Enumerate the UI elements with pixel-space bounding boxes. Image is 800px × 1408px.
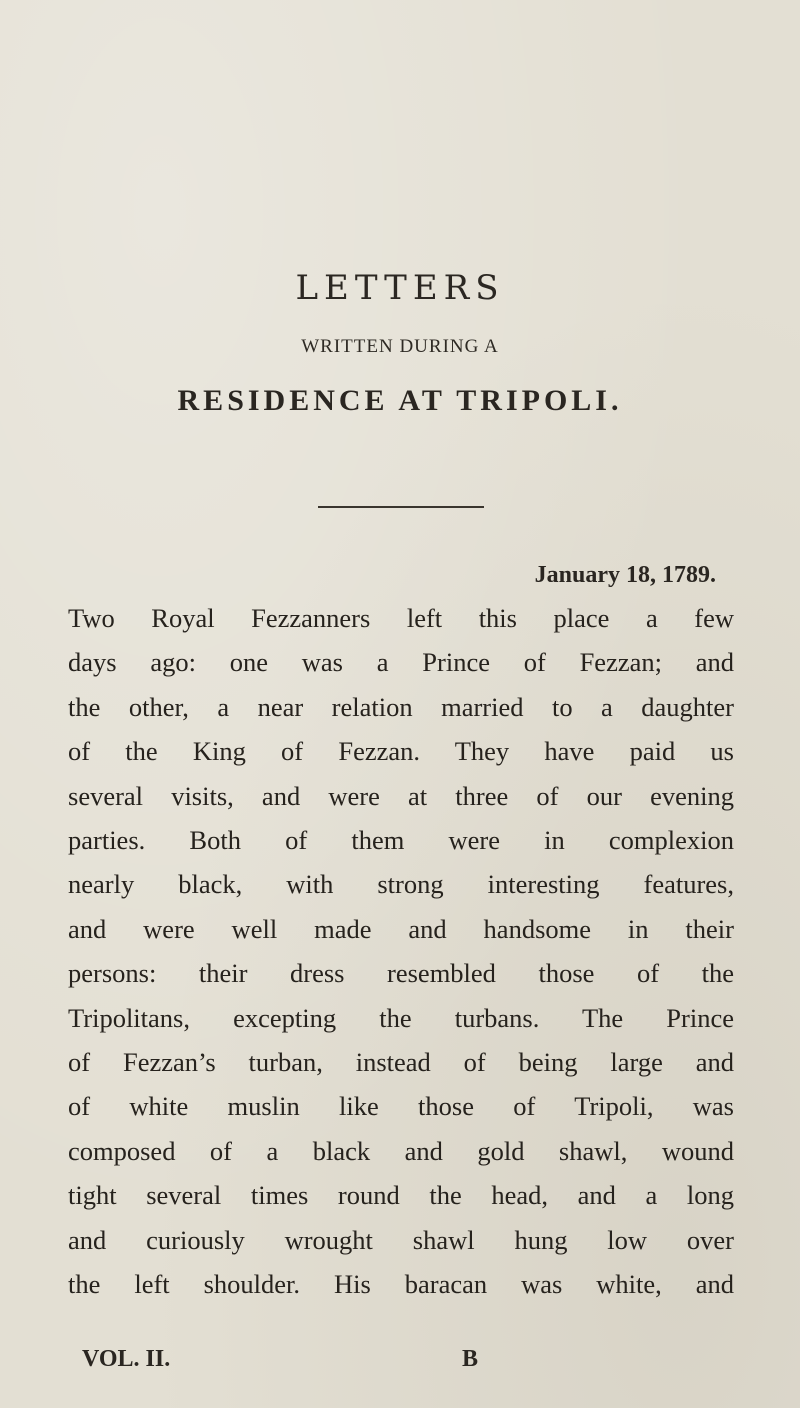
body-line: days ago: one was a Prince of Fezzan; and — [68, 647, 734, 678]
page-place-heading: RESIDENCE AT TRIPOLI. — [177, 384, 623, 417]
page-subtitle: WRITTEN DURING A — [301, 336, 499, 357]
body-line: tight several times round the head, and a long — [68, 1180, 734, 1211]
body-line: Tripolitans, excepting the turbans. The Prince — [68, 1002, 734, 1033]
body-line: several visits, and were at three of our evening — [68, 780, 734, 811]
body-line: the other, a near relation married to a daughter — [68, 691, 734, 722]
body-line: of white muslin like those of Tripoli, was — [68, 1091, 734, 1122]
volume-number: VOL. II. — [82, 1346, 171, 1372]
body-line: nearly black, with strong interesting features, — [68, 869, 734, 900]
body-line: parties. Both of them were in complexion — [68, 825, 734, 856]
section-divider — [318, 506, 484, 508]
body-line: Two Royal Fezzanners left this place a few — [68, 603, 734, 633]
body-line: and were well made and handsome in their — [68, 913, 734, 944]
body-line: the left shoulder. His baracan was white, and — [68, 1269, 734, 1300]
page-title: LETTERS — [295, 268, 505, 308]
signature-mark: B — [462, 1346, 479, 1372]
body-line: persons: their dress resembled those of the — [68, 958, 734, 989]
letter-body — [68, 596, 734, 1307]
body-line: and curiously wrought shawl hung low over — [68, 1224, 734, 1255]
page-footer — [82, 1346, 682, 1373]
letter-date: January 18, 1789. — [534, 562, 716, 588]
body-line: of the King of Fezzan. They have paid us — [68, 736, 734, 767]
body-line: composed of a black and gold shawl, wound — [68, 1135, 734, 1166]
body-line: of Fezzan’s turban, instead of being large and — [68, 1047, 734, 1078]
